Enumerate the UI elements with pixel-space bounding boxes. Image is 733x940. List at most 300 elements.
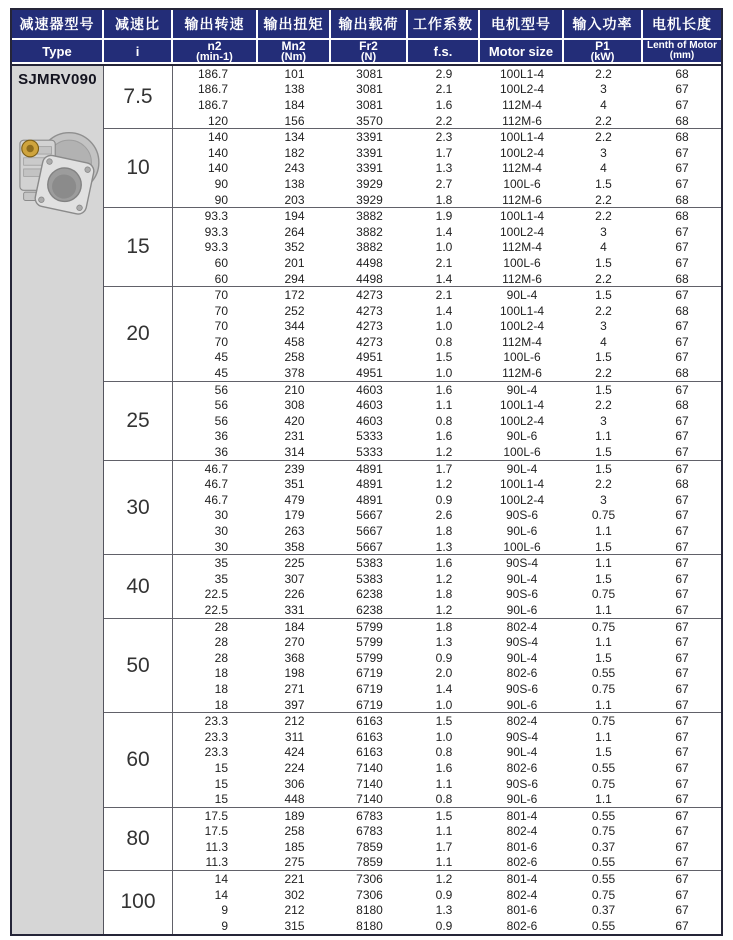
cell-fs: 1.2 [435, 872, 453, 887]
cell-motor-length: 67 [675, 587, 689, 602]
header-motor-length-cn: 电机长度 [643, 10, 721, 40]
group-rows [173, 808, 721, 870]
cell-p1: 0.55 [591, 872, 616, 887]
cell-fs: 1.0 [435, 366, 453, 381]
cell-mn2: 101 [284, 66, 305, 81]
cell-fs: 0.8 [435, 745, 453, 760]
cell-motor-size: 112M-4 [502, 97, 542, 112]
cell-p1: 1.1 [595, 792, 612, 807]
group-rows [173, 871, 721, 933]
cell-motor-size: 100L2-4 [499, 82, 545, 97]
cell-fr2: 4273 [356, 303, 383, 318]
cell-mn2: 258 [284, 824, 305, 839]
cell-mn2: 368 [284, 650, 305, 665]
cell-motor-size: 100L-6 [503, 539, 541, 554]
cell-n2: 22.5 [204, 587, 228, 602]
cell-motor-size: 112M-4 [502, 240, 542, 255]
table-row [173, 729, 721, 745]
cell-fr2: 4891 [356, 492, 383, 507]
group-rows [173, 287, 721, 381]
cell-fs: 1.2 [435, 477, 453, 492]
cell-motor-size: 802-4 [506, 824, 538, 839]
cell-p1: 1.5 [595, 176, 612, 191]
cell-p1: 1.1 [595, 729, 612, 744]
cell-fr2: 3929 [356, 176, 383, 191]
cell-motor-size: 90L-6 [506, 697, 538, 712]
group-rows [173, 619, 721, 713]
cell-mn2: 134 [284, 130, 305, 145]
cell-n2: 70 [214, 303, 228, 318]
table-row [173, 539, 721, 555]
cell-fs: 1.7 [435, 461, 453, 476]
cell-fr2: 3081 [356, 82, 383, 97]
cell-mn2: 420 [284, 413, 305, 428]
cell-motor-length: 67 [675, 224, 689, 239]
cell-p1: 1.5 [595, 461, 612, 476]
cell-p1: 1.5 [595, 445, 612, 460]
cell-p1: 4 [600, 161, 607, 176]
table-header-cn [12, 10, 721, 40]
cell-fr2: 5667 [356, 508, 383, 523]
cell-p1: 2.2 [595, 192, 612, 207]
cell-motor-length: 67 [675, 382, 689, 397]
cell-n2: 18 [214, 666, 228, 681]
group-rows [173, 713, 721, 807]
cell-p1: 2.2 [595, 271, 612, 286]
table-row [173, 129, 721, 145]
cell-fr2: 5799 [356, 650, 383, 665]
cell-fs: 0.8 [435, 334, 453, 349]
cell-mn2: 203 [284, 192, 305, 207]
cell-motor-size: 90S-6 [505, 681, 539, 696]
table-row [173, 602, 721, 618]
cell-motor-length: 67 [675, 792, 689, 807]
cell-motor-size: 801-6 [506, 903, 538, 918]
cell-fs: 1.6 [435, 556, 453, 571]
cell-fr2: 4603 [356, 382, 383, 397]
ratio-value: 40 [104, 555, 173, 617]
cell-fs: 1.4 [435, 271, 453, 286]
cell-fr2: 4603 [356, 398, 383, 413]
cell-fr2: 3882 [356, 224, 383, 239]
cell-motor-size: 90L-4 [506, 382, 538, 397]
cell-motor-size: 100L1-4 [499, 398, 545, 413]
cell-fs: 2.6 [435, 508, 453, 523]
cell-motor-size: 100L1-4 [499, 66, 545, 81]
table-header-en [12, 40, 721, 64]
cell-fs: 0.9 [435, 650, 453, 665]
ratio-value: 80 [104, 808, 173, 870]
cell-motor-length: 67 [675, 855, 689, 870]
cell-p1: 1.5 [595, 382, 612, 397]
table-row [173, 176, 721, 192]
header-input-power-cn: 输入功率 [564, 10, 643, 40]
cell-mn2: 221 [284, 872, 305, 887]
cell-fr2: 6163 [356, 729, 383, 744]
header-fr2-en: Fr2 (N) [331, 40, 408, 64]
cell-n2: 56 [214, 382, 228, 397]
cell-p1: 3 [600, 413, 607, 428]
table-row [173, 666, 721, 682]
cell-fr2: 6163 [356, 714, 383, 729]
cell-motor-size: 100L-6 [503, 350, 541, 365]
cell-n2: 28 [214, 650, 228, 665]
cell-n2: 60 [214, 255, 228, 270]
cell-fr2: 4273 [356, 334, 383, 349]
header-n2-en: n2 (min-1) [173, 40, 258, 64]
spec-table [10, 8, 723, 936]
table-row [173, 413, 721, 429]
cell-motor-size: 90L-6 [506, 429, 538, 444]
cell-mn2: 231 [284, 429, 305, 444]
table-row [173, 429, 721, 445]
cell-fr2: 4951 [356, 366, 383, 381]
cell-motor-length: 67 [675, 714, 689, 729]
cell-n2: 36 [214, 429, 228, 444]
group-rows [173, 66, 721, 128]
cell-fr2: 4603 [356, 413, 383, 428]
cell-mn2: 184 [284, 619, 305, 634]
cell-fs: 1.8 [435, 192, 453, 207]
model-number: SJMRV090 [18, 71, 97, 88]
cell-n2: 30 [214, 524, 228, 539]
cell-p1: 0.55 [591, 808, 616, 823]
cell-n2: 140 [207, 130, 228, 145]
header-fs-en: f.s. [408, 40, 480, 64]
cell-motor-length: 67 [675, 524, 689, 539]
cell-motor-size: 90L-4 [506, 745, 538, 760]
cell-n2: 186.7 [197, 66, 228, 81]
cell-n2: 9 [221, 903, 228, 918]
cell-n2: 93.3 [204, 224, 228, 239]
cell-motor-size: 100L-6 [503, 176, 541, 191]
cell-motor-size: 100L2-4 [499, 413, 545, 428]
cell-p1: 2.2 [595, 130, 612, 145]
header-output-load-cn: 输出载荷 [331, 10, 408, 40]
header-reducer-type-cn: 减速器型号 [12, 10, 104, 40]
cell-p1: 0.55 [591, 855, 616, 870]
cell-p1: 0.37 [591, 839, 616, 854]
cell-p1: 1.5 [595, 571, 612, 586]
cell-p1: 0.75 [591, 619, 616, 634]
cell-motor-length: 67 [675, 445, 689, 460]
cell-motor-size: 112M-6 [502, 366, 542, 381]
header-ratio-cn: 减速比 [104, 10, 173, 40]
cell-motor-length: 67 [675, 760, 689, 775]
cell-n2: 60 [214, 271, 228, 286]
cell-p1: 1.5 [595, 745, 612, 760]
cell-mn2: 344 [284, 319, 305, 334]
cell-fs: 1.5 [435, 714, 453, 729]
cell-n2: 70 [214, 319, 228, 334]
cell-n2: 28 [214, 635, 228, 650]
cell-motor-length: 67 [675, 808, 689, 823]
table-row [173, 824, 721, 840]
cell-n2: 36 [214, 445, 228, 460]
cell-mn2: 189 [284, 808, 305, 823]
cell-motor-length: 68 [675, 398, 689, 413]
cell-p1: 2.2 [595, 366, 612, 381]
table-row [173, 192, 721, 208]
cell-fr2: 5333 [356, 445, 383, 460]
cell-fr2: 5799 [356, 635, 383, 650]
cell-motor-length: 68 [675, 66, 689, 81]
header-service-factor-cn: 工作系数 [408, 10, 480, 40]
table-row [173, 523, 721, 539]
cell-motor-length: 67 [675, 650, 689, 665]
cell-fr2: 7140 [356, 792, 383, 807]
header-motor-size-en: Motor size [480, 40, 564, 64]
cell-n2: 46.7 [204, 461, 228, 476]
table-row [173, 224, 721, 240]
table-row [173, 760, 721, 776]
cell-mn2: 448 [284, 792, 305, 807]
cell-motor-length: 67 [675, 240, 689, 255]
cell-n2: 90 [214, 176, 228, 191]
cell-p1: 1.1 [595, 602, 612, 617]
cell-n2: 46.7 [204, 492, 228, 507]
cell-motor-length: 67 [675, 461, 689, 476]
table-row [173, 808, 721, 824]
cell-motor-size: 802-4 [506, 714, 538, 729]
cell-n2: 45 [214, 350, 228, 365]
ratio-value: 100 [104, 871, 173, 933]
cell-p1: 3 [600, 492, 607, 507]
cell-fr2: 8180 [356, 903, 383, 918]
cell-motor-size: 802-6 [506, 666, 538, 681]
cell-mn2: 311 [284, 729, 305, 744]
table-row [173, 776, 721, 792]
cell-fs: 2.1 [435, 288, 453, 303]
table-row [173, 161, 721, 177]
cell-fs: 0.8 [435, 792, 453, 807]
cell-fs: 1.0 [435, 697, 453, 712]
cell-n2: 14 [214, 887, 228, 902]
cell-n2: 30 [214, 508, 228, 523]
cell-motor-size: 802-4 [506, 619, 538, 634]
cell-motor-size: 90S-6 [505, 508, 539, 523]
header-type-en: Type [12, 40, 104, 64]
cell-fr2: 8180 [356, 918, 383, 933]
cell-p1: 0.75 [591, 887, 616, 902]
cell-p1: 1.1 [595, 524, 612, 539]
header-i-en: i [104, 40, 173, 64]
cell-p1: 1.5 [595, 255, 612, 270]
table-row [173, 587, 721, 603]
cell-n2: 45 [214, 366, 228, 381]
ratio-value: 60 [104, 713, 173, 807]
cell-mn2: 351 [284, 477, 305, 492]
group-rows [173, 129, 721, 207]
cell-p1: 0.75 [591, 824, 616, 839]
cell-mn2: 294 [284, 271, 305, 286]
cell-n2: 90 [214, 192, 228, 207]
cell-fs: 1.8 [435, 619, 453, 634]
cell-p1: 3 [600, 319, 607, 334]
cell-p1: 3 [600, 82, 607, 97]
table-row [173, 839, 721, 855]
cell-mn2: 302 [284, 887, 305, 902]
cell-mn2: 212 [284, 714, 305, 729]
cell-fr2: 6238 [356, 602, 383, 617]
cell-mn2: 258 [284, 350, 305, 365]
cell-motor-length: 67 [675, 887, 689, 902]
cell-motor-length: 67 [675, 681, 689, 696]
table-row [173, 476, 721, 492]
table-row [173, 871, 721, 887]
cell-mn2: 263 [284, 524, 305, 539]
cell-motor-size: 100L2-4 [499, 145, 545, 160]
cell-fs: 1.6 [435, 429, 453, 444]
ratio-group [104, 381, 721, 460]
cell-motor-size: 802-6 [506, 760, 538, 775]
cell-p1: 2.2 [595, 477, 612, 492]
cell-motor-size: 90S-6 [505, 776, 539, 791]
cell-motor-length: 68 [675, 209, 689, 224]
cell-motor-length: 67 [675, 288, 689, 303]
cell-n2: 23.3 [204, 729, 228, 744]
header-mn2-en: Mn2 (Nm) [258, 40, 331, 64]
cell-motor-length: 67 [675, 492, 689, 507]
cell-motor-length: 68 [675, 113, 689, 128]
cell-fs: 0.9 [435, 918, 453, 933]
cell-fs: 2.2 [435, 113, 453, 128]
cell-fr2: 4891 [356, 477, 383, 492]
cell-motor-length: 67 [675, 872, 689, 887]
cell-fr2: 5383 [356, 556, 383, 571]
cell-motor-length: 68 [675, 271, 689, 286]
cell-mn2: 306 [284, 776, 305, 791]
cell-fs: 1.0 [435, 319, 453, 334]
cell-motor-length: 67 [675, 429, 689, 444]
cell-mn2: 458 [284, 334, 305, 349]
cell-motor-size: 90L-6 [506, 792, 538, 807]
ratio-value: 15 [104, 208, 173, 286]
ratio-group [104, 286, 721, 381]
cell-fr2: 3081 [356, 66, 383, 81]
cell-n2: 46.7 [204, 477, 228, 492]
cell-p1: 2.2 [595, 398, 612, 413]
cell-n2: 93.3 [204, 240, 228, 255]
table-row [173, 791, 721, 807]
ratio-group [104, 712, 721, 807]
cell-fr2: 7140 [356, 760, 383, 775]
cell-fr2: 7859 [356, 839, 383, 854]
cell-fr2: 3391 [356, 161, 383, 176]
cell-mn2: 138 [284, 176, 305, 191]
cell-motor-length: 67 [675, 319, 689, 334]
header-motor-length-en: Lenth of Motor (mm) [643, 40, 721, 64]
cell-mn2: 479 [284, 492, 305, 507]
cell-p1: 2.2 [595, 66, 612, 81]
table-row [173, 650, 721, 666]
cell-motor-size: 100L-6 [503, 255, 541, 270]
cell-p1: 0.37 [591, 903, 616, 918]
table-row [173, 397, 721, 413]
ratio-value: 20 [104, 287, 173, 381]
cell-fr2: 4273 [356, 288, 383, 303]
cell-motor-size: 112M-4 [502, 334, 542, 349]
cell-fs: 1.5 [435, 350, 453, 365]
cell-motor-length: 67 [675, 176, 689, 191]
group-rows [173, 461, 721, 555]
cell-n2: 28 [214, 619, 228, 634]
table-row [173, 508, 721, 524]
table-row [173, 444, 721, 460]
cell-mn2: 172 [284, 288, 305, 303]
cell-fr2: 4498 [356, 255, 383, 270]
ratio-group [104, 870, 721, 933]
table-row [173, 255, 721, 271]
cell-fs: 1.3 [435, 539, 453, 554]
cell-mn2: 194 [284, 209, 305, 224]
cell-n2: 18 [214, 681, 228, 696]
cell-mn2: 331 [284, 602, 305, 617]
cell-n2: 30 [214, 539, 228, 554]
cell-fr2: 7140 [356, 776, 383, 791]
cell-mn2: 358 [284, 539, 305, 554]
cell-fs: 0.8 [435, 413, 453, 428]
cell-motor-length: 68 [675, 303, 689, 318]
cell-motor-length: 67 [675, 697, 689, 712]
cell-fr2: 6238 [356, 587, 383, 602]
table-row [173, 634, 721, 650]
table-row [173, 697, 721, 713]
cell-motor-length: 67 [675, 145, 689, 160]
cell-p1: 0.55 [591, 666, 616, 681]
cell-mn2: 378 [284, 366, 305, 381]
ratio-group [104, 128, 721, 207]
cell-fs: 0.9 [435, 492, 453, 507]
table-row [173, 918, 721, 934]
cell-fs: 1.4 [435, 303, 453, 318]
cell-motor-length: 67 [675, 635, 689, 650]
ratio-value: 50 [104, 619, 173, 713]
cell-p1: 4 [600, 334, 607, 349]
cell-fs: 1.6 [435, 97, 453, 112]
table-row [173, 365, 721, 381]
cell-fr2: 5667 [356, 539, 383, 554]
table-row [173, 713, 721, 729]
cell-fs: 1.9 [435, 209, 453, 224]
cell-fs: 1.5 [435, 808, 453, 823]
cell-motor-length: 67 [675, 903, 689, 918]
cell-fs: 1.2 [435, 445, 453, 460]
cell-p1: 1.1 [595, 635, 612, 650]
cell-motor-size: 112M-6 [502, 271, 542, 286]
cell-fs: 1.1 [435, 398, 453, 413]
cell-motor-size: 100L2-4 [499, 492, 545, 507]
cell-fs: 1.1 [435, 855, 453, 870]
table-row [173, 571, 721, 587]
cell-motor-length: 67 [675, 161, 689, 176]
cell-n2: 18 [214, 697, 228, 712]
cell-fr2: 6719 [356, 697, 383, 712]
cell-motor-size: 90S-4 [505, 729, 539, 744]
ratio-group [104, 460, 721, 555]
cell-p1: 1.5 [595, 650, 612, 665]
cell-mn2: 264 [284, 224, 305, 239]
table-row [173, 681, 721, 697]
cell-fr2: 4891 [356, 461, 383, 476]
cell-motor-size: 100L2-4 [499, 319, 545, 334]
cell-motor-size: 90L-6 [506, 602, 538, 617]
cell-motor-size: 801-4 [506, 872, 538, 887]
cell-fs: 1.1 [435, 824, 453, 839]
table-row [173, 145, 721, 161]
cell-fs: 0.9 [435, 887, 453, 902]
table-row [173, 334, 721, 350]
